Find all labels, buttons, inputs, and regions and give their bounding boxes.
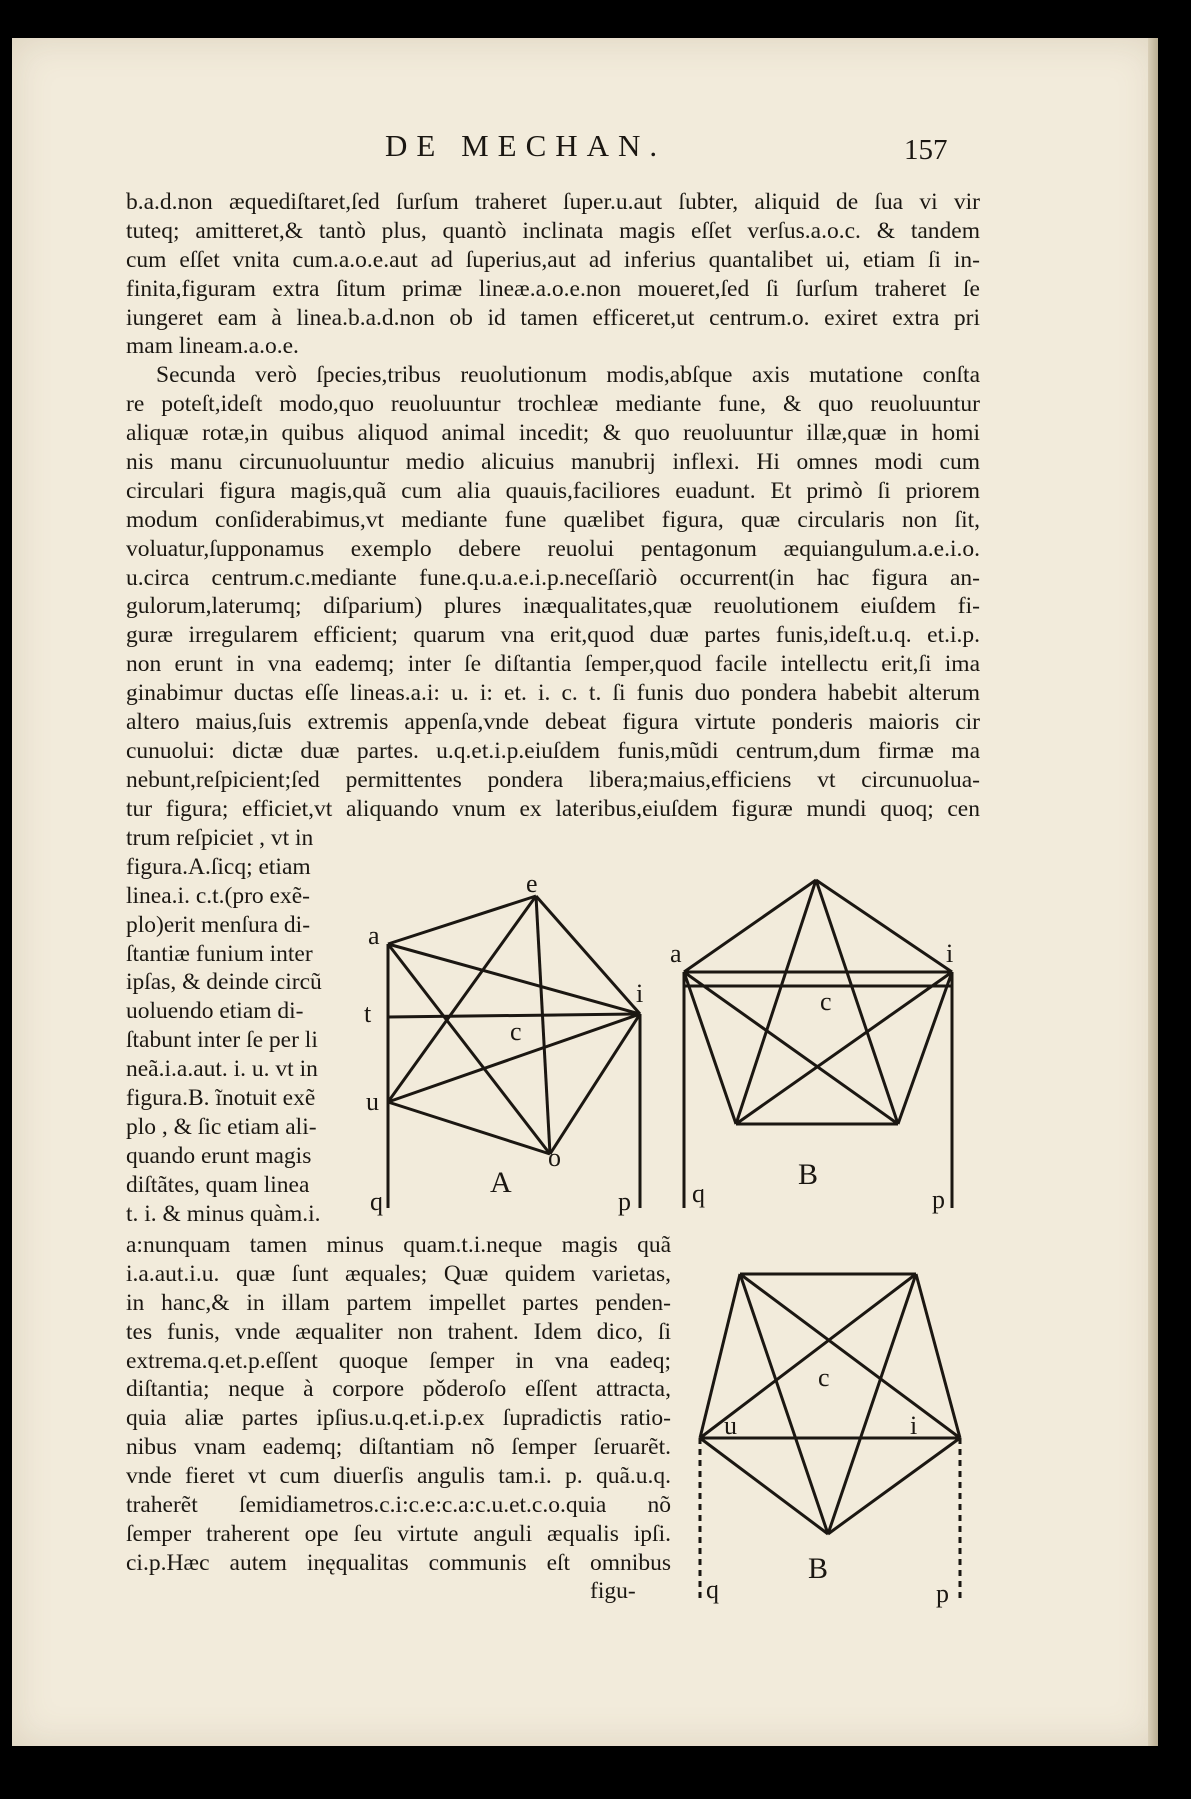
figure-label-p: p <box>936 1579 949 1608</box>
text-line: extrema.q.et.p.eſſent quoque ſemper in vna eadeq; <box>126 1347 671 1374</box>
figure-line <box>550 1014 640 1154</box>
text-line: diſtãtes, quam linea <box>126 1171 310 1198</box>
figure-line <box>388 944 640 1014</box>
text-line: neã.i.a.aut. i. u. vt in <box>126 1056 318 1083</box>
figure-line <box>388 896 536 944</box>
text-line: finita,figuram extra ſitum primæ lineæ.a.o.e.non moueret,ſed ſi ſurſum traheret ſe <box>126 275 980 302</box>
page-edge <box>1148 38 1158 1746</box>
figure-label-c: c <box>818 1363 830 1392</box>
page-number: 157 <box>904 134 948 166</box>
figure-b-pentagon-lower <box>680 1262 990 1612</box>
figure-line <box>816 880 952 972</box>
figure-caption: A <box>490 1166 512 1199</box>
figure-label-o: o <box>548 1143 561 1172</box>
figure-line <box>388 944 550 1154</box>
figure-label-c: c <box>510 1017 522 1046</box>
figure-label-q: q <box>370 1187 383 1216</box>
figure-line <box>684 972 898 1124</box>
text-line: aliquæ rotæ,in quibus aliquod animal incedit; & quo reuoluuntur illæ,quæ in homi <box>126 420 980 447</box>
running-head: DE MECHAN. <box>385 128 667 163</box>
figure-label-u: u <box>366 1087 379 1116</box>
figure-line <box>828 1274 916 1534</box>
figure-line <box>740 1274 960 1438</box>
figure-caption: B <box>798 1158 819 1191</box>
figure-b-pentagon-upper <box>670 862 990 1222</box>
figure-label-t: t <box>364 999 372 1028</box>
figure-line <box>700 1438 828 1534</box>
text-line: tes funis, vnde æqualiter non trahent. Idem dico, ſi <box>126 1318 671 1345</box>
figure-label-q: q <box>706 1575 719 1604</box>
text-line: figura.B. ĩnotuit exẽ <box>126 1085 316 1112</box>
figure-label-p: p <box>932 1185 945 1214</box>
text-line: ſtabunt inter ſe per li <box>126 1027 318 1054</box>
text-line: voluatur,ſupponamus exemplo debere reuolui pentagonum æquiangulum.a.e.i.o. <box>126 535 980 562</box>
text-line: i.a.aut.i.u. quæ ſunt æquales; Quæ quidem varietas, <box>126 1260 671 1287</box>
text-line: ſemper traherent ope ſeu virtute anguli æqualis ipſi. <box>126 1520 671 1547</box>
text-line: circulari figura magis,quã cum alia quauis,faciliores euadunt. Et primò ſi priorem <box>126 477 980 504</box>
figure-label-i: i <box>946 939 954 968</box>
figure-label-i: i <box>636 979 644 1008</box>
narrow-text-column <box>126 824 356 1228</box>
text-line: u.circa centrum.c.mediante fune.q.u.a.e.i.p.neceſſariò occurrent(in hac figura an- <box>126 564 980 591</box>
text-line: tuteq; amitteret,& tantò plus, quantò inclinata magis eſſet verſus.a.o.c. & tandem <box>126 217 980 244</box>
text-line: plo , & ſic etiam ali- <box>126 1113 317 1140</box>
text-line: quando erunt magis <box>126 1142 312 1169</box>
text-line: ginabimur ductas eſſe lineas.a.i: u. i: et. i. c. t. ſi funis duo pondera habebit alterum <box>126 680 980 707</box>
figure-label-a: a <box>368 921 380 950</box>
text-line: trum reſpiciet , vt in <box>126 825 314 851</box>
text-line: ipſas, & deinde circũ <box>126 969 322 996</box>
figure-line <box>828 1438 960 1534</box>
text-line: nis manu circunuoluuntur medio alicuius manubrij inflexi. Hi omnes modi cum <box>126 449 980 476</box>
figure-label-e: e <box>526 869 538 898</box>
text-line: quia aliæ partes ipſius.u.q.et.i.p.ex ſupradictis ratio- <box>126 1405 671 1432</box>
figure-caption: B <box>808 1552 829 1585</box>
figure-line <box>736 880 816 1124</box>
text-line: re poteſt,ideſt modo,quo reuoluuntur trochleæ mediante fune, & quo reuoluuntur <box>126 391 980 418</box>
text-line: vnde fieret vt cum diuerſis angulis tam.i. p. quã.u.q. <box>126 1463 671 1490</box>
figure-line <box>536 896 550 1154</box>
figure-line <box>740 1274 828 1534</box>
text-line: modum conſiderabimus,vt mediante fune quælibet figura, quæ circularis non ſit, <box>126 506 980 533</box>
figure-label-i: i <box>910 1411 918 1440</box>
text-line: Secunda verò ſpecies,tribus reuolutionum modis,abſque axis mutatione conſta <box>156 362 980 389</box>
text-line: iungeret eam à linea.b.a.d.non ob id tamen efficeret,ut centrum.o. exiret extra pri <box>126 304 980 331</box>
main-text <box>126 188 980 824</box>
text-line: t. i. & minus quàm.i. <box>126 1200 321 1227</box>
figure-label-q: q <box>692 1179 705 1208</box>
mid-text-column <box>126 1231 671 1578</box>
text-line: cunuolui: dictæ duæ partes. u.q.et.i.p.eiuſdem funis,mũdi centrum,dum firmæ ma <box>126 737 980 764</box>
text-line: nebunt,reſpicient;ſed permittentes pondera libera;maius,efficiens vt circunuolua- <box>126 766 980 793</box>
figure-line <box>536 896 640 1014</box>
text-line: non erunt in vna eademq; inter ſe diſtantia ſemper,quod facile intellectu erit,ſi ima <box>126 651 980 678</box>
page-header <box>0 128 1191 168</box>
text-line: cum eſſet vnita cum.a.o.e.aut ad ſuperius,aut ad inferius quantalibet ui, etiam ſi in- <box>126 246 980 273</box>
figure-label-u: u <box>724 1411 737 1440</box>
text-line: traherẽt ſemidiametros.c.i:c.e:c.a:c.u.et.c.o.quia nõ <box>126 1492 671 1519</box>
text-line: a:nunquam tamen minus quam.t.i.neque magis quã <box>126 1232 671 1258</box>
catchword: figu- <box>590 1578 636 1604</box>
figure-line <box>684 972 736 1124</box>
text-line: mam lineam.a.o.e. <box>126 333 299 360</box>
text-line: ſtantiæ funium inter <box>126 940 313 967</box>
figure-label-a: a <box>670 939 682 968</box>
text-line: nibus vnam eademq; diſtantiam nõ ſemper ſeruarẽt. <box>126 1434 671 1461</box>
figure-line <box>736 972 952 1124</box>
text-line: linea.i. c.t.(pro exẽ- <box>126 882 310 909</box>
text-line: altero maius,ſuis extremis appenſa,vnde debeat figura virtute ponderis maioris cir <box>126 709 980 736</box>
figure-a-pentagon <box>360 862 660 1222</box>
figure-line <box>898 972 952 1124</box>
text-line: tur figura; efficiet,vt aliquando vnum ex lateribus,eiuſdem figuræ mundi quoq; cen <box>126 795 980 822</box>
text-line: in hanc,& in illam partem impellet partes penden- <box>126 1289 671 1316</box>
text-line: b.a.d.non æquediſtaret,ſed ſurſum traheret ſuper.u.aut ſubter, aliquid de ſua vi vir <box>126 189 980 215</box>
text-line: diſtantia; neque à corpore pǒderoſo eſſent attracta, <box>126 1376 671 1403</box>
text-line: guræ irregularem efficient; quarum vna erit,quod duæ partes funis,ideſt.u.q. et.i.p. <box>126 622 980 649</box>
figure-line <box>684 880 816 972</box>
text-line: gulorum,laterumq; diſparium) plures inæqualitates,quæ reuolutionem eiuſdem fi- <box>126 593 980 620</box>
text-line: plo)erit menſura di- <box>126 911 311 938</box>
figure-line <box>388 1102 550 1154</box>
text-line: uoluendo etiam di- <box>126 998 304 1025</box>
figure-label-p: p <box>618 1187 631 1216</box>
text-line: ci.p.Hæc autem inęqualitas communis eſt omnibus <box>126 1549 671 1576</box>
figure-label-c: c <box>820 987 832 1016</box>
text-line: figura.A.ſicq; etiam <box>126 853 311 880</box>
figure-line <box>388 896 536 1102</box>
figure-line <box>916 1274 960 1438</box>
